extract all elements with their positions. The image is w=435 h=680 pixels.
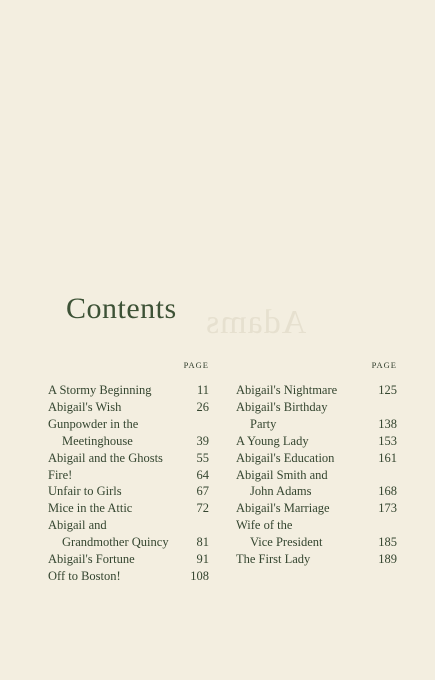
toc-entry-page-number: 26 bbox=[196, 399, 209, 414]
toc-entry bbox=[236, 467, 397, 501]
page-column-label: PAGE bbox=[371, 360, 397, 370]
toc-entry bbox=[236, 517, 397, 551]
toc-entry-line: John Adams bbox=[250, 484, 312, 499]
toc-entry-title bbox=[48, 551, 135, 568]
toc-entry-title bbox=[48, 416, 138, 450]
toc-entry-line: Abigail Smith and bbox=[236, 467, 328, 482]
toc-entry-line: Off to Boston! bbox=[48, 568, 121, 583]
toc-entry-line: The First Lady bbox=[236, 552, 311, 567]
toc-entry-title bbox=[48, 568, 121, 585]
toc-entry bbox=[236, 433, 397, 450]
toc-entry bbox=[48, 500, 209, 517]
toc-entry-line: Abigail and the Ghosts bbox=[48, 450, 163, 465]
toc-entry-page-number: 138 bbox=[378, 416, 397, 431]
toc-entry-line: Unfair to Girls bbox=[48, 484, 122, 499]
toc-entry bbox=[236, 382, 397, 399]
bleed-through-text: Adams bbox=[205, 304, 307, 341]
toc-entry-page-number: 67 bbox=[196, 484, 209, 499]
toc-entry bbox=[48, 467, 209, 484]
toc-entry bbox=[48, 416, 209, 450]
toc-list-right bbox=[236, 382, 397, 568]
toc-entry-page-number: 81 bbox=[196, 535, 209, 550]
toc-entry-line: Abigail's Wish bbox=[48, 399, 122, 414]
toc-entry-line: Abigail's Education bbox=[236, 450, 335, 465]
toc-entry-title bbox=[236, 467, 328, 501]
toc-entry-title bbox=[236, 500, 330, 517]
toc-entry-title bbox=[236, 399, 327, 433]
toc-entry-line: Abigail's Nightmare bbox=[236, 383, 338, 397]
toc-entry bbox=[48, 382, 209, 399]
toc-entry-page-number: 173 bbox=[378, 501, 397, 516]
toc-entry-title bbox=[236, 450, 334, 467]
toc-entry-page-number: 64 bbox=[196, 467, 209, 482]
toc-entry-page-number: 39 bbox=[196, 433, 209, 448]
toc-entry-line: Gunpowder in the bbox=[48, 416, 139, 431]
toc-entry bbox=[236, 450, 397, 467]
toc-entry-page-number: 91 bbox=[196, 552, 209, 567]
toc-entry-line: Grandmother Quincy bbox=[62, 535, 169, 550]
toc-entry-page-number: 161 bbox=[378, 450, 397, 465]
page-column-label: PAGE bbox=[183, 360, 209, 370]
toc-entry bbox=[236, 551, 397, 568]
toc-entry-title bbox=[236, 551, 310, 568]
toc-list-left bbox=[48, 382, 209, 585]
toc-entry bbox=[48, 517, 209, 551]
toc-entry-line: Abigail's Birthday bbox=[236, 399, 328, 414]
toc-entry-page-number: 55 bbox=[196, 450, 209, 465]
toc-entry bbox=[48, 399, 209, 416]
toc-column-left bbox=[48, 360, 209, 585]
toc-entry-title bbox=[48, 399, 121, 416]
toc-entry-line: Abigail's Fortune bbox=[48, 552, 135, 567]
toc-entry-title bbox=[48, 500, 132, 517]
toc-entry bbox=[48, 483, 209, 500]
toc-entry bbox=[48, 551, 209, 568]
toc-entry-title bbox=[48, 467, 72, 484]
toc-entry-line: Party bbox=[250, 416, 277, 431]
toc-entry-page-number: 185 bbox=[378, 535, 397, 550]
toc-entry-line: Wife of the bbox=[236, 518, 293, 533]
toc-entry-title bbox=[48, 450, 163, 467]
toc-entry-title bbox=[48, 382, 151, 399]
toc-entry-title bbox=[236, 517, 323, 551]
toc-entry bbox=[236, 399, 397, 433]
toc-entry-title bbox=[48, 483, 122, 500]
toc-entry bbox=[236, 500, 397, 517]
toc-entry-page-number: 125 bbox=[378, 383, 397, 397]
toc-entry-page-number: 72 bbox=[196, 501, 209, 516]
toc-entry-page-number: 168 bbox=[378, 484, 397, 499]
toc-entry-line: Abigail and bbox=[48, 518, 107, 533]
toc-entry-title bbox=[236, 382, 337, 399]
toc-entry-line: Abigail's Marriage bbox=[236, 501, 330, 516]
toc-entry-title bbox=[236, 433, 309, 450]
toc-entry-page-number: 189 bbox=[378, 552, 397, 567]
toc-entry-line: Mice in the Attic bbox=[48, 501, 133, 516]
toc-entry bbox=[48, 568, 209, 585]
toc-column-right bbox=[236, 360, 397, 568]
toc-entry-page-number: 11 bbox=[196, 383, 209, 397]
toc-entry-page-number: 108 bbox=[190, 568, 209, 583]
toc-entry-line: Fire! bbox=[48, 467, 73, 482]
toc-entry-line: Meetinghouse bbox=[62, 433, 133, 448]
toc-entry-line: Vice President bbox=[250, 535, 323, 550]
toc-entry-line: A Stormy Beginning bbox=[48, 383, 152, 397]
toc-entry-line: A Young Lady bbox=[236, 433, 309, 448]
toc-entry-title bbox=[48, 517, 169, 551]
page-title: Contents bbox=[66, 292, 177, 325]
toc-entry-page-number: 153 bbox=[378, 433, 397, 448]
toc-entry bbox=[48, 450, 209, 467]
